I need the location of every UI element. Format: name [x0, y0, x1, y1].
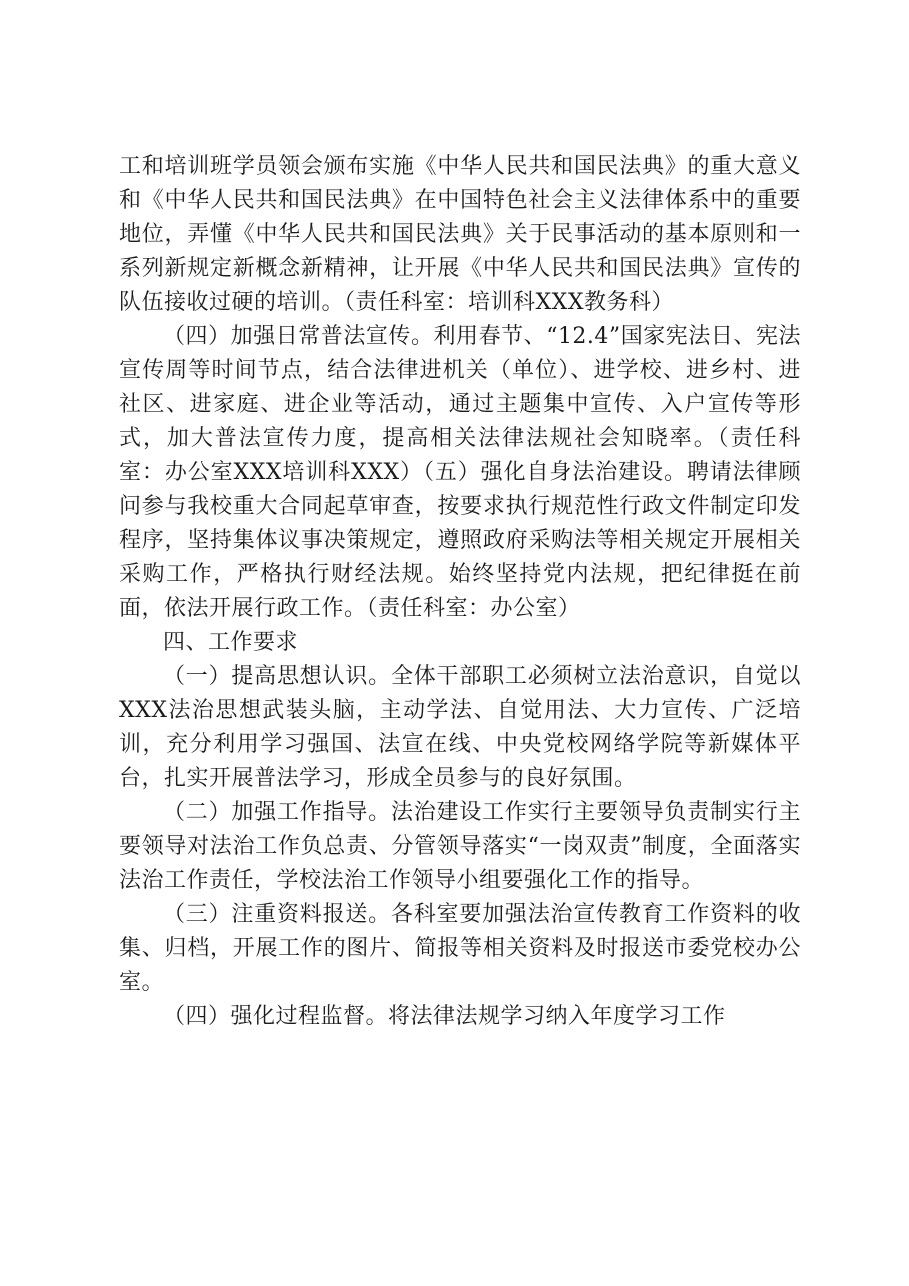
document-body: [119, 150, 801, 1034]
paragraph-material-submission: （三）注重资料报送。各科室要加强法治宣传教育工作资料的收集、归档，开展工作的图片、简报等相关资料及时报送市委党校办公室。: [119, 902, 801, 995]
paragraph-strengthen-guidance: （二）加强工作指导。法治建设工作实行主要领导负责制实行主要领导对法治工作负总责、分管领导落实“一岗双责”制度，全面落实法治工作责任，学校法治工作领导小组要强化工作的指导。: [119, 800, 801, 893]
paragraph-continuation: 工和培训班学员领会颁布实施《中华人民共和国民法典》的重大意义和《中华人民共和国民法典》在中国特色社会主义法律体系中的重要地位，弄懂《中华人民共和国民法典》关于民事活动的基本原则和一系列新规定新概念新精神，让开展《中华人民共和国民法典》宣传的队伍接收过硬的培训。（责任科室：培训科XXX教务科）: [119, 154, 801, 315]
section-heading-work-requirements: 四、工作要求: [163, 630, 299, 655]
paragraph-publicity-and-self-governance: （四）加强日常普法宣传。利用春节、“12.4”国家宪法日、宪法宣传周等时间节点，结合法律进机关（单位）、进学校、进乡村、进社区、进家庭、进企业等活动，通过主题集中宣传、入户宣传等形式，加大普法宣传力度，提高相关法律法规社会知晓率。（责任科室：办公室XXX培训科XXX）（五）强化自身法治建设。聘请法律顾问参与我校重大合同起草审查，按要求执行规范性行政文件制定印发程序，坚持集体议事决策规定，遵照政府采购法等相关规定开展相关采购工作，严格执行财经法规。始终坚持党内法规，把纪律挺在前面，依法开展行政工作。（责任科室：办公室）: [119, 324, 801, 621]
paragraph-process-supervision: （四）强化过程监督。将法律法规学习纳入年度学习工作: [163, 1004, 726, 1029]
paragraph-raise-awareness: （一）提高思想认识。全体干部职工必须树立法治意识，自觉以XXX法治思想武装头脑，主动学法、自觉用法、大力宣传、广泛培训，充分利用学习强国、法宣在线、中央党校网络学院等新媒体平台，扎实开展普法学习，形成全员参与的良好氛围。: [119, 664, 801, 791]
